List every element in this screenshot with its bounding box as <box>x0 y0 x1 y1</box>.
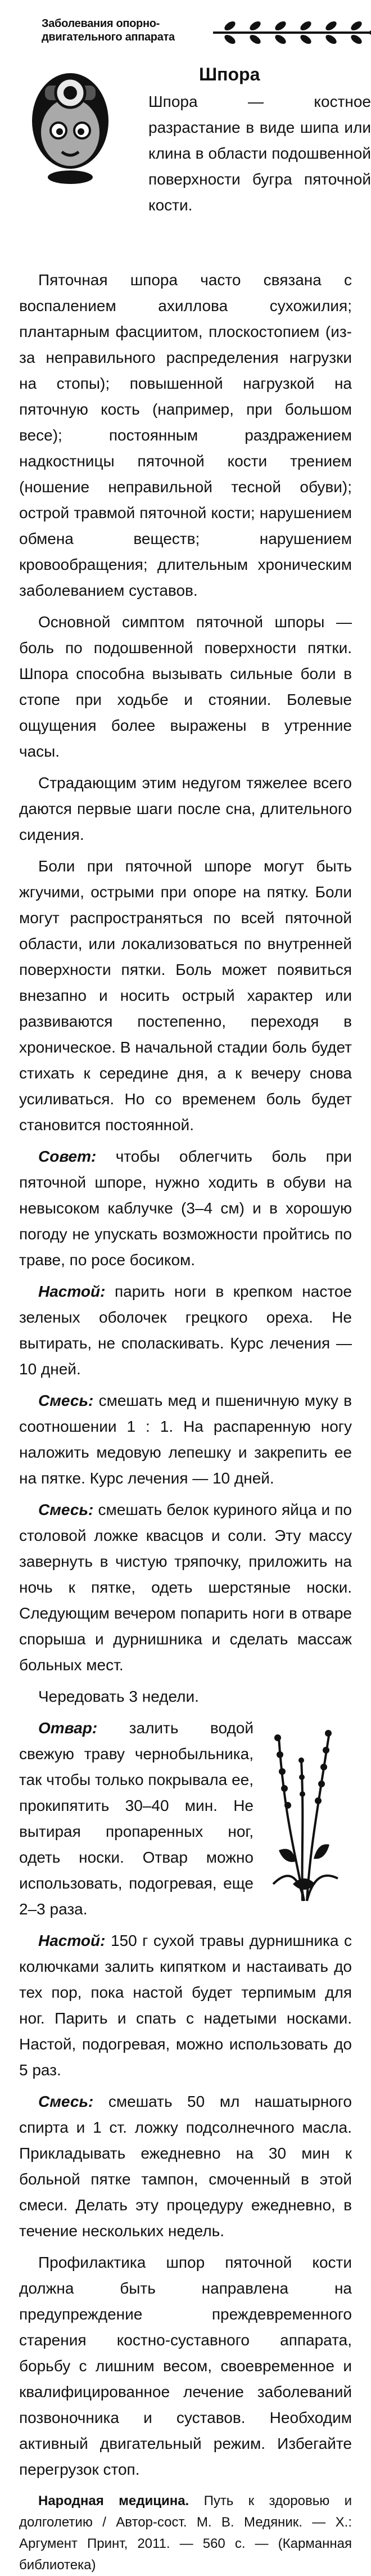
paragraph-symptoms: Основной симптом пяточной шпоры — боль по подошвенной поверхности пятки. Шпора способна вызывать сильные боли в стопе при ходьбе и стоянии. Болевые ощущения более выражены в утренние часы. <box>19 613 352 760</box>
paragraph-first-steps: Страдающим этим недугом тяжелее всего даются первые шаги после сна, длительного сидения. <box>19 774 352 843</box>
remedy-text: залить водой свежую траву чернобыльника, так чтобы только покрывала ее, прокипятить 30–40 мин. Не вытирая пропаренных ног, одеть носки. Отвар можно использовать, подогревая, еще 2–3 раза. <box>19 1719 254 1918</box>
remedy-text: смешать мед и пшеничную муку в соотношении 1 : 1. На распаренную ногу наложить медовую лепешку и закрепить ее на пятке. Курс лечения — 10 дней. <box>19 1392 352 1487</box>
remedy-text: смешать 50 мл нашатырного спирта и 1 ст. ложку подсолнечного масла. Прикладывать ежедневно на 30 мин к больной пятке тампон, смоченный в этой смеси. Делать эту процедуру ежедневно, в течение нескольких недель. <box>19 2093 352 2240</box>
remedy-honey-mix <box>19 1388 352 1491</box>
figure-section <box>19 1715 352 2083</box>
page-header <box>19 0 352 62</box>
repeat-note: Чередовать 3 недели. <box>38 1688 199 1705</box>
remedy-label: Отвар: <box>38 1719 98 1737</box>
remedy-advice <box>19 1144 352 1273</box>
remedy-text: чтобы облегчить боль при пяточной шпоре, нужно ходить в обуви на невысоком каблучке (3–4 см) и в хорошую погоду не упускать возможности пройтись по траве, по росе босиком. <box>19 1148 352 1269</box>
intro-definition: Шпора — костное разрастание в виде шипа или клина в области подошвенной поверхности бугра пяточной кости. <box>148 93 371 214</box>
remedy-text: 150 г сухой травы дурнишника с колючками залить кипятком и настаивать до тех пор, пока настой будет терпимым для ног. Парить и спать с надетыми носками. Настой, подогревая, можно использовать до 5 раз. <box>19 1932 352 2079</box>
remedy-egg-mix <box>19 1497 352 1678</box>
source-reference <box>19 2490 352 2576</box>
remedy-walnut-infusion <box>19 1279 352 1382</box>
remedy-text: парить ноги в крепком настое зеленых оболочек грецкого ореха. Не вытирать, не споласкивать. Курс лечения — 10 дней. <box>19 1283 352 1378</box>
paragraph-causes: Пяточная шпора часто связана с воспалением ахиллова сухожилия; плантарным фасциитом, плоскостопием (из-за неправильного распределения нагрузки на стопы); повышенной нагрузкой на пяточную кость (например, при большом весе); постоянным раздражением надкостницы пяточной кости трением (ношение неправильной тесной обуви); острой травмой пяточной кости; нарушением обмена веществ; нарушением кровообращения; длительным хроническим заболеванием суставов. <box>19 271 352 599</box>
doctor-mascot-icon <box>22 62 118 186</box>
remedy-cocklebur-infusion <box>19 1928 352 2083</box>
remedy-label: Настой: <box>38 1932 106 1949</box>
remedy-label: Настой: <box>38 1283 106 1300</box>
remedy-label: Смесь: <box>38 1392 94 1409</box>
remedy-ammonia-mix <box>19 2089 352 2244</box>
intro-block <box>19 62 371 267</box>
remedy-label: Совет: <box>38 1148 97 1165</box>
remedy-label: Смесь: <box>38 1501 94 1518</box>
section-title: Заболевания опорно-двигательного аппарата <box>42 17 175 43</box>
paragraph-pain: Боли при пяточной шпоре могут быть жгучими, острыми при опоре на пятку. Боли могут распространяться по всей пяточной области, или локализоваться по внутренней поверхности пятки. Боль может появиться внезапно и носить острый характер или развиваются постепенно, переходя в хроническое. В начальной стадии боль будет стихать к середине дня, а к вечеру снова усиливаться. Но со временем боль будет становится постоянной. <box>19 857 352 1134</box>
remedy-label: Смесь: <box>38 2093 94 2110</box>
source-title: Народная медицина. <box>38 2493 189 2508</box>
paragraph-prevention: Профилактика шпор пяточной кости должна быть направлена на предупреждение преждевременного старения костно-суставного аппарата, борьбу с лишним весом, своевременное и квалифицированное лечение заболеваний позвоночника и суставов. Необходим активный двигательный режим. Избегайте перегрузок стоп. <box>19 2254 352 2478</box>
remedy-text: смешать белок куриного яйца и по столовой ложке квасцов и соли. Эту массу завернуть в чистую тряпочку, приложить на ночь к пятке, одеть шерстяные носки. Следующим вечером попарить ноги в отваре спорыша и дурнишника и сделать массаж больных мест. <box>19 1501 352 1674</box>
leaf-vine-icon <box>213 16 371 50</box>
article-title: Шпора <box>199 64 260 84</box>
source-details: Путь к здоровью и долголетию / Автор-сост. М. В. Медяник. — Х.: Аргумент Принт, 2011. — 560 с. — (Карманная библиотека) <box>19 2493 352 2573</box>
herb-plant-icon <box>262 1715 346 1907</box>
